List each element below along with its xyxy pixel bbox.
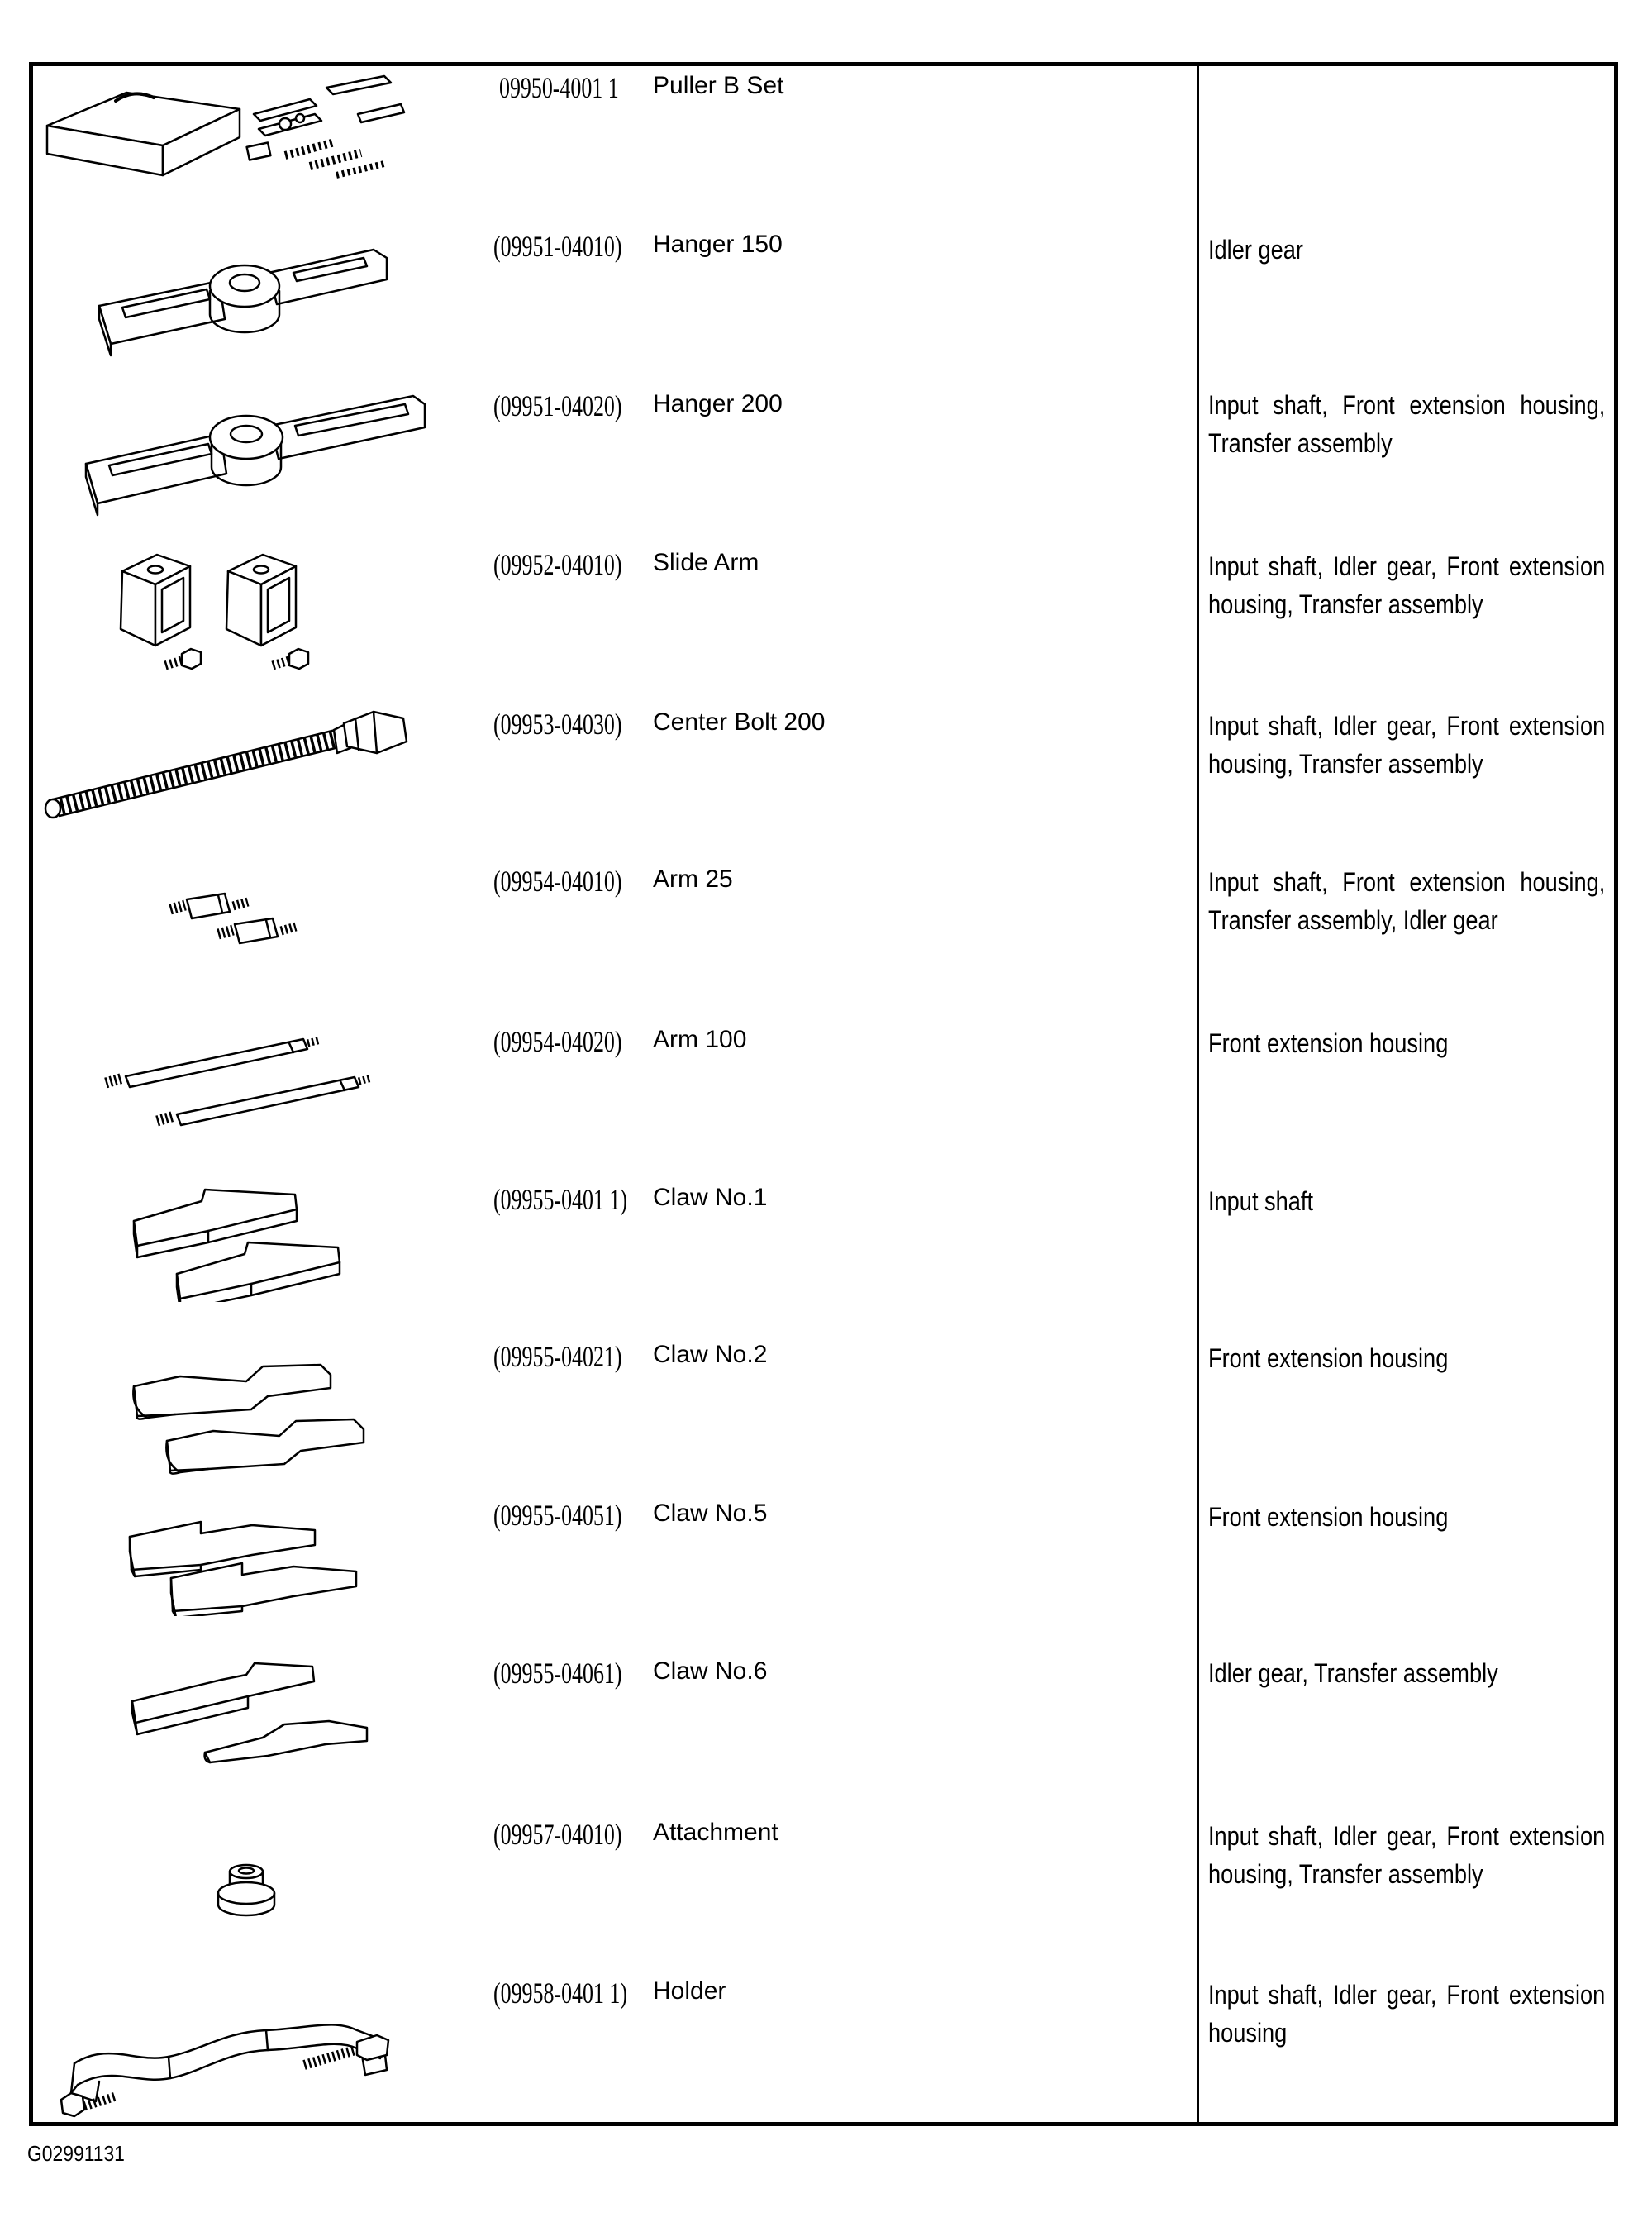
part-number: (09952-04010): [493, 548, 622, 581]
application: Input shaft, Idler gear, Front extension housing: [1208, 1980, 1606, 2048]
part-number: 09950-4001 1: [499, 71, 619, 104]
part-number: (09955-0401 1): [493, 1183, 627, 1216]
part-number: (09957-04010): [493, 1818, 622, 1851]
claw-no5-illustration: [118, 1500, 362, 1616]
application: Front extension housing: [1208, 1502, 1449, 1532]
part-number: (09954-04020): [493, 1025, 622, 1058]
tool-illustration: [107, 550, 355, 690]
tool-name: Center Bolt 200: [653, 708, 826, 736]
application: Input shaft, Idler gear, Front extension housing, Transfer assembly: [1208, 551, 1606, 619]
tool-name: Hanger 150: [653, 231, 783, 258]
part-number: (09951-04010): [493, 230, 622, 263]
part-number: (09955-04021): [493, 1340, 622, 1373]
arm-25-illustration: [164, 885, 312, 967]
tool-illustration: [76, 384, 427, 521]
tool-name: Claw No.2: [653, 1341, 768, 1368]
tool-illustration: [122, 1653, 378, 1773]
application: Idler gear, Transfer assembly: [1208, 1658, 1498, 1688]
claw-no1-illustration: [126, 1170, 365, 1302]
part-number: (09954-04010): [493, 865, 622, 898]
center-bolt-200-illustration: [40, 690, 416, 823]
tool-illustration: [40, 690, 416, 823]
part-number: (09955-04051): [493, 1499, 622, 1532]
holder-illustration: [60, 1994, 407, 2122]
application-column-divider: [1197, 62, 1199, 2126]
tool-name: Slide Arm: [653, 549, 759, 576]
tool-name: Claw No.6: [653, 1657, 768, 1685]
application: Input shaft: [1208, 1186, 1314, 1216]
application: Input shaft, Front extension housing, Transfer assembly: [1208, 390, 1606, 458]
slide-arm-illustration: [107, 550, 355, 690]
tool-illustration: [37, 66, 409, 194]
tool-name: Attachment: [653, 1819, 778, 1846]
application: Input shaft, Idler gear, Front extension housing, Transfer assembly: [1208, 711, 1606, 779]
tool-name: Holder: [653, 1977, 726, 2005]
part-number: (09953-04030): [493, 708, 622, 741]
attachment-illustration: [209, 1860, 283, 1922]
tool-illustration: [60, 1994, 407, 2122]
part-number: (09955-04061): [493, 1657, 622, 1690]
figure-code: G02991131: [27, 2141, 125, 2166]
tool-name: Puller B Set: [653, 72, 784, 99]
claw-no2-illustration: [122, 1343, 366, 1476]
hanger-200-illustration: [76, 384, 427, 521]
tool-illustration: [83, 241, 405, 357]
tool-illustration: [164, 885, 312, 967]
hanger-150-illustration: [83, 241, 405, 357]
application: Input shaft, Idler gear, Front extension housing, Transfer assembly: [1208, 1821, 1606, 1889]
application: Front extension housing: [1208, 1343, 1449, 1373]
tool-illustration: [126, 1170, 365, 1302]
tool-illustration: [209, 1860, 283, 1922]
tool-name: Arm 25: [653, 866, 733, 893]
part-number: (09951-04020): [493, 389, 622, 422]
application: Idler gear: [1208, 235, 1303, 265]
tool-illustration: [101, 1025, 374, 1133]
tool-name: Claw No.5: [653, 1500, 768, 1527]
tool-name: Hanger 200: [653, 390, 783, 417]
part-number: (09958-0401 1): [493, 1977, 627, 2010]
tool-illustration: [122, 1343, 366, 1476]
application: Input shaft, Front extension housing, Transfer assembly, Idler gear: [1208, 867, 1606, 935]
claw-no6-illustration: [122, 1653, 378, 1773]
application: Front extension housing: [1208, 1028, 1449, 1058]
tool-name: Arm 100: [653, 1026, 747, 1053]
tool-illustration: [118, 1500, 362, 1616]
arm-100-illustration: [101, 1025, 374, 1133]
tool-name: Claw No.1: [653, 1184, 768, 1211]
puller-b-set-illustration: [37, 66, 409, 194]
